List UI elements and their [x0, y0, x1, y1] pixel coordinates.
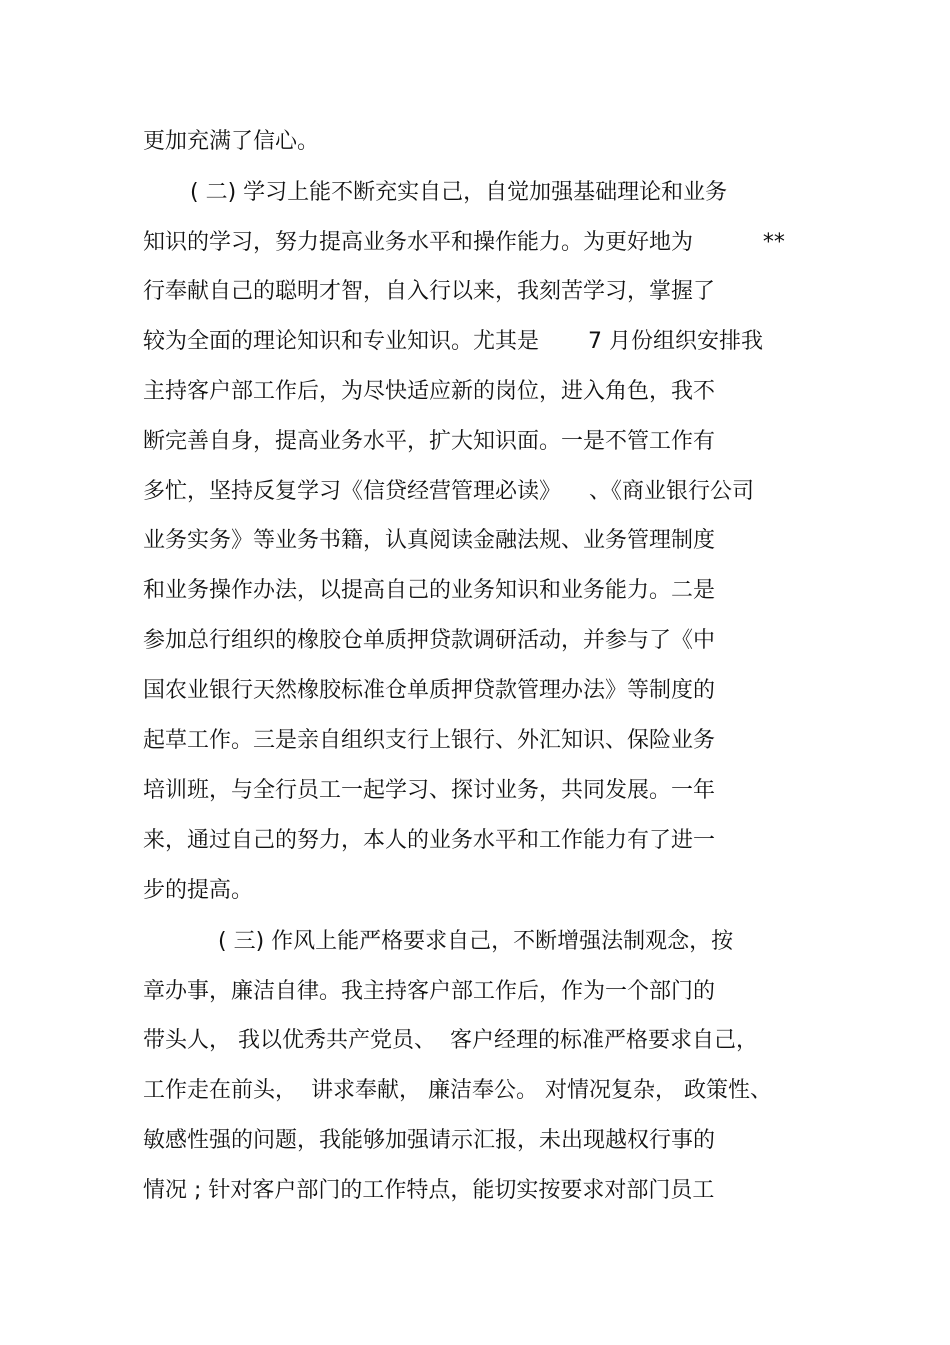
text-line: 章办事，廉洁自律。我主持客户部工作后，作为一个部门的 [143, 979, 716, 1004]
text-line: 国农业银行天然橡胶标准仓单质押贷款管理办法》等制度的 [143, 678, 716, 703]
text-line: 和业务操作办法，以提高自己的业务知识和业务能力。二是 [143, 578, 716, 603]
text-line: 敏感性强的问题，我能够加强请示汇报，未出现越权行事的 [143, 1128, 716, 1153]
text-line: 参加总行组织的橡胶仓单质押贷款调研活动，并参与了《中 [143, 628, 716, 653]
text-line: 工作走在前头， 讲求奉献， 廉洁奉公。 对情况复杂， 政策性、 [143, 1078, 772, 1103]
text-line: 多忙，坚持反复学习《信贷经营管理必读》 、《商业银行公司 [143, 479, 754, 504]
text-line: 知识的学习，努力提高业务水平和操作能力。为更好地为 ** [143, 230, 785, 255]
text-line: 情况 ; 针对客户部门的工作特点，能切实按要求对部门员工 [143, 1178, 715, 1203]
text-line: 断完善自身，提高业务水平，扩大知识面。一是不管工作有 [143, 429, 716, 454]
text-line: 主持客户部工作后，为尽快适应新的岗位，进入角色，我不 [143, 379, 716, 404]
text-line: 业务实务》等业务书籍，认真阅读金融法规、业务管理制度 [143, 528, 716, 553]
text-line: 较为全面的理论知识和专业知识。尤其是 7 月份组织安排我 [143, 329, 763, 354]
text-line: 带头人， 我以优秀共产党员、 客户经理的标准严格要求自己， [143, 1028, 758, 1053]
text-line: 培训班，与全行员工一起学习、探讨业务，共同发展。一年 [143, 778, 716, 803]
text-line: ( 二) 学习上能不断充实自己，自觉加强基础理论和业务 [190, 180, 728, 205]
text-line: 行奉献自己的聪明才智，自入行以来，我刻苦学习，掌握了 [143, 279, 716, 304]
text-line: 步的提高。 [143, 878, 254, 903]
text-line: 更加充满了信心。 [143, 129, 320, 154]
text-line: ( 三) 作风上能严格要求自己，不断增强法制观念，按 [218, 929, 734, 954]
text-line: 来，通过自己的努力，本人的业务水平和工作能力有了进一 [143, 828, 716, 853]
text-line: 起草工作。三是亲自组织支行上银行、外汇知识、保险业务 [143, 728, 716, 753]
